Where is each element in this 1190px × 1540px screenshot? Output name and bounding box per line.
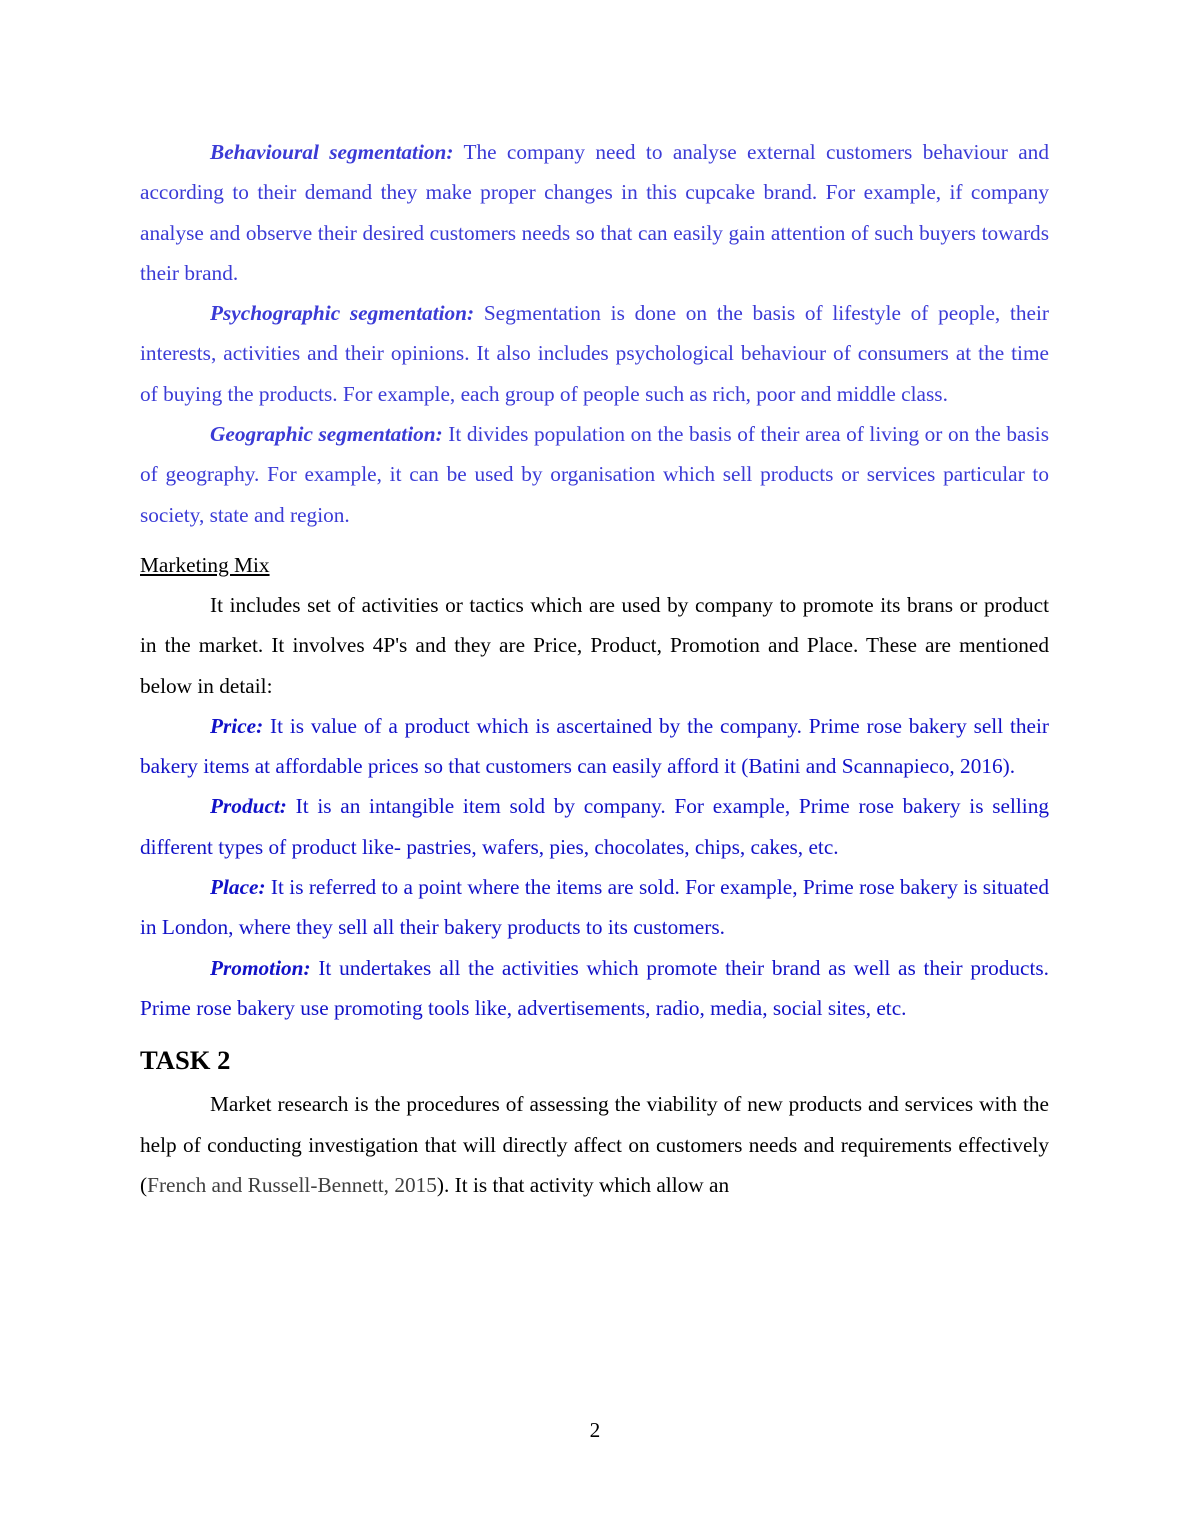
behavioural-segmentation-lead: Behavioural segmentation: [210, 140, 454, 164]
page-number: 2 [589, 1418, 601, 1442]
marketing-mix-intro: It includes set of activities or tactics which are used by company to promote its brans or product in the market. It involves 4P's and they are Price, Product, Promotion and Place. These are mentioned below in detail: [140, 592, 1049, 698]
task-2-text-before: Market research is the procedures of assessing the viability of new products and services with the help of conducting investigation that will directly affect on customers needs and requirements effectively ( [140, 1092, 1049, 1197]
place-text: It is referred to a point where the items are sold. For example, Prime rose bakery is situated in London, where they sell all their bakery products to its customers. [140, 875, 1049, 940]
marketing-mix-heading: Marketing Mix [140, 552, 270, 577]
psychographic-segmentation-lead: Psychographic segmentation: [210, 301, 475, 326]
product-text: It is an intangible item sold by company. For example, Prime rose bakery is selling different types of product like- pastries, wafers, pies, chocolates, chips, cakes, etc. [140, 794, 1049, 859]
promotion-paragraph [140, 948, 1049, 1029]
price-citation: Batini and Scannapieco, 2016 [748, 754, 1003, 779]
promotion-text: It undertakes all the activities which promote their brand as well as their products. Prime rose bakery use promoting tools like, advertisements, radio, media, social sites, etc. [140, 955, 1049, 1020]
price-text: It is value of a product which is ascertained by the company. Prime rose bakery sell their bakery items at affordable prices so that customers can easily afford it ( [140, 713, 1049, 779]
task-2-citation: French and Russell-Bennett, 2015 [147, 1172, 437, 1197]
psychographic-segmentation-text: Segmentation is done on the basis of lifestyle of people, their interests, activities and their opinions. It also includes psychological behaviour of consumers at the time of buying the products. For example, each group of people such as rich, poor and middle class. [140, 301, 1049, 406]
geographic-segmentation-text: It divides population on the basis of their area of living or on the basis of geography. For example, it can be used by organisation which sell products or services particular to society, state and region. [140, 422, 1049, 527]
task-2-paragraph [140, 1084, 1049, 1205]
task-2-heading: TASK 2 [140, 1045, 231, 1076]
behavioural-segmentation-text: The company need to analyse external customers behaviour and according to their demand they make proper changes in this cupcake brand. For example, if company analyse and observe their desired customers needs so that can easily gain attention of such buyers towards their brand. [140, 140, 1049, 285]
behavioural-segmentation-paragraph [140, 132, 1049, 293]
price-paragraph [140, 706, 1049, 787]
place-paragraph [140, 867, 1049, 948]
place-lead: Place: [210, 875, 266, 900]
product-lead: Product: [210, 794, 287, 819]
document-page [140, 132, 1049, 1205]
psychographic-segmentation-paragraph [140, 293, 1049, 414]
promotion-lead: Promotion: [210, 955, 311, 980]
task-2-text-after: ). It is that activity which allow an [436, 1172, 730, 1197]
geographic-segmentation-lead: Geographic segmentation: [210, 422, 443, 447]
price-tail: ). [1002, 754, 1016, 779]
product-paragraph [140, 786, 1049, 867]
geographic-segmentation-paragraph [140, 414, 1049, 535]
price-lead: Price: [210, 713, 264, 738]
